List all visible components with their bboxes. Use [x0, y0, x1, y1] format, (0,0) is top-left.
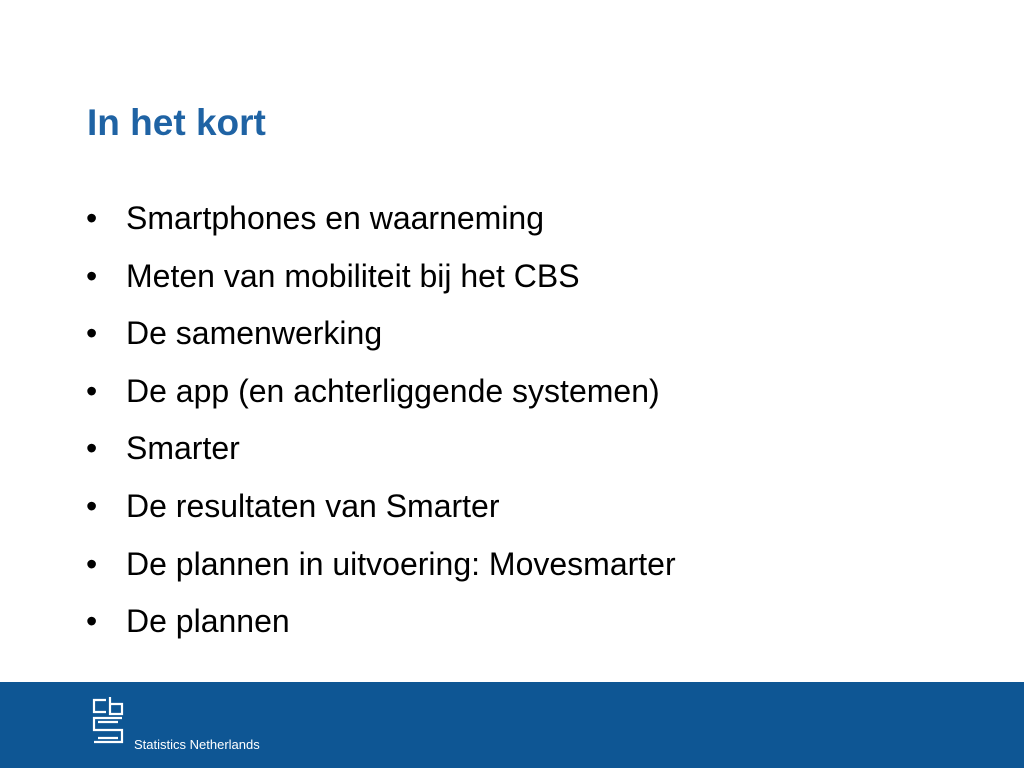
bullet-marker: •	[86, 545, 98, 582]
bullet-item	[86, 536, 676, 594]
bullet-item	[86, 305, 676, 363]
bullet-item	[86, 363, 676, 421]
bullet-text: De samenwerking	[126, 315, 383, 352]
bullet-marker: •	[86, 603, 98, 640]
bullet-list	[86, 190, 676, 651]
bullet-marker: •	[86, 487, 98, 524]
bullet-text: Meten van mobiliteit bij het CBS	[126, 257, 580, 294]
bullet-marker: •	[86, 430, 98, 467]
bullet-marker: •	[86, 200, 98, 236]
organization-name: Statistics Netherlands	[134, 737, 260, 752]
bullet-item	[86, 420, 676, 478]
bullet-text: Smartphones en waarneming	[126, 200, 545, 236]
bullet-text: Smarter	[126, 430, 240, 467]
bullet-item	[86, 593, 676, 651]
bullet-item	[86, 248, 676, 306]
logo-b-glyph	[110, 697, 122, 714]
bullet-text: De resultaten van Smarter	[126, 487, 500, 524]
bullet-marker: •	[86, 315, 98, 352]
footer-bar	[0, 682, 1024, 768]
slide-title: In het kort	[87, 102, 266, 143]
logo-c-glyph	[94, 700, 106, 712]
bullet-item	[86, 190, 676, 248]
bullet-marker: •	[86, 257, 98, 294]
cbs-logo	[92, 696, 124, 750]
bullet-marker: •	[86, 372, 98, 409]
bullet-text: De app (en achterliggende systemen)	[126, 372, 660, 409]
bullet-text: De plannen	[126, 603, 290, 640]
logo-s-glyph	[94, 718, 122, 742]
bullet-item	[86, 478, 676, 536]
bullet-text: De plannen in uitvoering: Movesmarter	[126, 545, 676, 582]
